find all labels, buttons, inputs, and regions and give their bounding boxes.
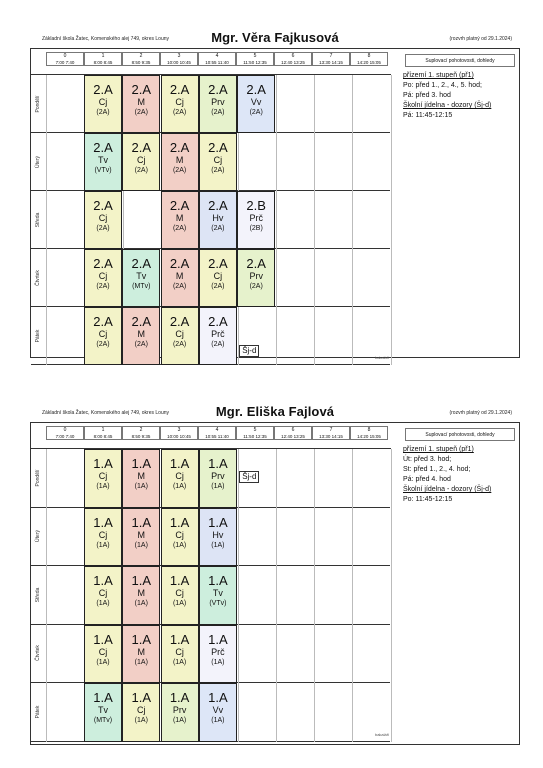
timetable-grid — [30, 48, 520, 358]
period-time: 13:30 14:15 — [319, 433, 343, 439]
lesson-class: 1.A — [131, 514, 152, 530]
period-header-3 — [160, 52, 198, 66]
lesson-subject: Cj — [213, 271, 223, 281]
lesson-card[interactable] — [199, 249, 237, 307]
day-label-4 — [31, 307, 45, 365]
period-time: 14:20 15:05 — [357, 59, 381, 65]
lesson-subject: Tv — [212, 588, 223, 598]
period-number: 4 — [215, 53, 219, 59]
validity-label: (rozvrh platný od 29.1.2024) — [449, 410, 512, 416]
lesson-card[interactable] — [161, 75, 199, 133]
day-label-2 — [31, 191, 45, 249]
lesson-group: (2A) — [211, 225, 225, 232]
lesson-subject: Cj — [175, 471, 184, 481]
period-time: 11:50 12:35 — [243, 433, 267, 439]
lesson-class: 2.A — [169, 314, 190, 329]
lesson-card[interactable] — [199, 307, 237, 365]
lesson-class: 2.A — [169, 198, 190, 213]
lesson-subject: Cj — [98, 97, 108, 107]
lesson-class: 1.A — [169, 631, 190, 647]
lesson-subject: M — [137, 588, 146, 598]
lesson-card[interactable] — [161, 449, 199, 508]
teacher-name: Mgr. Věra Fajkusová — [211, 30, 339, 45]
day-name: Úterý — [35, 155, 41, 168]
day-label-1 — [31, 508, 45, 567]
lesson-subject: Cj — [175, 329, 184, 339]
period-time: 7:00 7:40 — [55, 433, 75, 439]
period-time: 8:00 8:45 — [93, 59, 113, 65]
lesson-class: 2.A — [93, 140, 113, 155]
lesson-subject: Prv — [249, 271, 263, 281]
lesson-group: (2A) — [211, 167, 225, 174]
period-number: 3 — [177, 427, 181, 433]
period-header-row — [46, 52, 388, 68]
period-time: 8:00 8:45 — [93, 433, 113, 439]
lesson-class: 2.A — [208, 82, 228, 97]
period-header-1 — [84, 52, 122, 66]
period-number: 6 — [291, 427, 295, 433]
day-name: Pondělí — [35, 469, 41, 487]
column-divider — [238, 449, 239, 742]
lesson-card[interactable] — [84, 683, 122, 742]
lesson-subject: Cj — [175, 529, 184, 540]
lesson-group: (2A) — [134, 167, 148, 174]
lesson-group: (1A) — [134, 717, 148, 724]
period-time: 13:30 14:15 — [319, 59, 343, 65]
lesson-card[interactable] — [122, 307, 160, 365]
day-label-1 — [31, 133, 45, 191]
lesson-class: 1.A — [208, 631, 228, 647]
note-line: Út: před 3. hod; — [403, 456, 452, 463]
lesson-class: 1.A — [208, 690, 228, 705]
lesson-class: 2.A — [169, 82, 190, 97]
lesson-class: 1.A — [169, 456, 190, 471]
lesson-card[interactable] — [161, 133, 199, 191]
note-line: přízemí 1. stupeň (př1) — [403, 72, 474, 79]
column-divider — [391, 449, 392, 742]
lesson-card[interactable] — [122, 566, 160, 625]
period-header-4 — [198, 52, 236, 66]
lesson-card[interactable] — [122, 133, 160, 191]
day-label-0 — [31, 75, 45, 133]
lesson-group: (2A) — [172, 341, 187, 348]
day-label-4 — [31, 683, 45, 742]
lesson-group: (2A) — [211, 341, 225, 348]
lesson-subject: M — [137, 471, 146, 481]
lesson-card[interactable] — [122, 75, 160, 133]
lesson-class: 2.A — [169, 256, 190, 271]
lesson-card[interactable] — [84, 566, 122, 625]
lesson-class: 1.A — [93, 514, 113, 530]
lesson-card[interactable] — [84, 75, 122, 133]
period-header-6 — [274, 426, 312, 440]
lesson-card[interactable] — [237, 249, 275, 307]
lesson-class: 1.A — [93, 456, 113, 471]
period-number: 5 — [253, 427, 257, 433]
lesson-group: (1A) — [96, 658, 110, 666]
lesson-subject: Hv — [212, 213, 224, 223]
column-divider — [46, 449, 47, 742]
period-header-2 — [122, 52, 160, 66]
lesson-card[interactable] — [84, 449, 122, 508]
lesson-subject: M — [137, 329, 146, 339]
period-time: 10:00 10:45 — [167, 59, 191, 65]
lesson-class: 2.A — [131, 256, 152, 271]
period-number: 0 — [63, 427, 67, 433]
day-label-3 — [31, 625, 45, 684]
period-number: 0 — [63, 53, 67, 59]
teacher-name: Mgr. Eliška Fajlová — [215, 404, 335, 419]
lesson-group: (2A) — [172, 283, 187, 290]
day-name: Úterý — [35, 530, 41, 543]
period-time: 14:20 15:05 — [357, 433, 381, 439]
lesson-class: 1.A — [93, 631, 113, 647]
lesson-class: 2.A — [246, 82, 266, 97]
lesson-class: 2.A — [208, 256, 228, 271]
day-name: Čtvrtek — [35, 645, 41, 662]
period-header-3 — [160, 426, 198, 440]
lesson-card[interactable] — [161, 191, 199, 249]
day-name: Středa — [35, 587, 41, 603]
lesson-group: (MTv) — [132, 283, 151, 290]
lesson-card[interactable] — [199, 625, 237, 684]
day-label-2 — [31, 566, 45, 625]
period-header-5 — [236, 426, 274, 440]
lesson-subject: Tv — [136, 271, 147, 281]
lesson-card[interactable] — [84, 508, 122, 567]
lesson-subject: Cj — [98, 213, 108, 223]
note-line: Pá: před 3. hod — [403, 92, 451, 99]
period-number: 5 — [253, 53, 257, 59]
lesson-card[interactable] — [199, 566, 237, 625]
period-time: 10:00 10:45 — [167, 433, 191, 439]
lesson-subject: Prv — [211, 97, 225, 107]
column-divider — [352, 449, 353, 742]
duty-marker: Šj-d — [239, 345, 259, 357]
period-time: 8:50 9:35 — [131, 59, 151, 65]
day-label-0 — [31, 449, 45, 508]
lesson-card[interactable] — [199, 683, 237, 742]
lesson-subject: M — [137, 646, 146, 657]
column-divider — [352, 75, 353, 365]
supervision-header: Suplovací pohotovosti, dohledy — [405, 54, 515, 67]
lesson-card[interactable] — [199, 449, 237, 508]
period-time: 12:40 13:25 — [281, 59, 305, 65]
lesson-card[interactable] — [122, 508, 160, 567]
lesson-subject: Cj — [175, 646, 184, 657]
school-name: Základní škola Žatec, Komenského alej 749, okres Louny — [42, 410, 170, 416]
lesson-subject: Cj — [175, 97, 184, 107]
period-time: 10:55 11:40 — [205, 433, 229, 439]
lesson-group: (1A) — [172, 717, 187, 724]
lesson-subject: Cj — [98, 646, 108, 657]
lesson-card[interactable] — [199, 191, 237, 249]
lesson-group: (1A) — [172, 541, 187, 549]
timetable-sheet-1 — [30, 28, 520, 358]
lesson-card[interactable] — [161, 625, 199, 684]
lesson-subject: M — [137, 97, 146, 107]
day-label-3 — [31, 249, 45, 307]
day-name: Pátek — [35, 705, 41, 719]
validity-label: (rozvrh platný od 29.1.2024) — [449, 36, 512, 42]
lesson-class: 2.A — [246, 256, 266, 271]
lesson-class: 2.A — [131, 314, 152, 329]
lesson-subject: Prč — [211, 329, 225, 339]
period-number: 8 — [367, 53, 371, 59]
lesson-class: 1.A — [169, 573, 190, 588]
lesson-card[interactable] — [161, 566, 199, 625]
period-header-8 — [350, 52, 388, 66]
lesson-class: 2.A — [93, 314, 113, 329]
lesson-class: 1.A — [169, 690, 190, 705]
lesson-group: (2A) — [96, 225, 110, 232]
lesson-card[interactable] — [199, 75, 237, 133]
lesson-card[interactable] — [122, 625, 160, 684]
lesson-group: (1A) — [172, 600, 187, 607]
lesson-class: 2.A — [131, 140, 152, 155]
column-divider — [314, 449, 315, 742]
lesson-group: (1A) — [211, 717, 225, 724]
period-time: 10:55 11:40 — [205, 59, 229, 65]
column-divider — [314, 75, 315, 365]
lesson-group: (2A) — [96, 341, 110, 348]
period-time: 8:50 9:35 — [131, 433, 151, 439]
lesson-group: (VTv) — [94, 167, 112, 174]
lesson-group: (2A) — [134, 109, 148, 116]
lesson-class: 1.A — [208, 514, 228, 530]
lesson-class: 2.A — [93, 198, 113, 213]
lesson-group: (1A) — [96, 600, 110, 607]
period-number: 6 — [291, 53, 295, 59]
lesson-group: (2A) — [172, 109, 187, 116]
day-name: Čtvrtek — [35, 269, 41, 286]
lesson-class: 2.A — [208, 140, 228, 155]
period-header-0 — [46, 426, 84, 440]
period-number: 2 — [139, 53, 143, 59]
note-line: St: před 1., 2., 4. hod; — [403, 466, 471, 473]
day-name: Středa — [35, 212, 41, 227]
lesson-class: 1.A — [131, 690, 152, 705]
duty-marker: Šj-d — [239, 471, 259, 483]
lesson-group: (2A) — [134, 341, 148, 348]
period-header-7 — [312, 52, 350, 66]
column-divider — [46, 75, 47, 365]
lesson-subject: Vv — [250, 97, 262, 107]
lesson-group: (2A) — [172, 167, 187, 174]
lesson-group: (MTv) — [93, 717, 113, 724]
lesson-group: (1A) — [134, 600, 148, 607]
lesson-card[interactable] — [161, 508, 199, 567]
lesson-class: 1.A — [131, 573, 152, 588]
lesson-subject: Cj — [213, 155, 223, 165]
lesson-class: 1.A — [208, 456, 228, 471]
timetable-sheet-2 — [30, 402, 520, 747]
period-header-5 — [236, 52, 274, 66]
period-time: 12:40 13:25 — [281, 433, 305, 439]
lesson-class: 1.A — [169, 514, 190, 530]
lesson-group: (2A) — [211, 109, 225, 116]
lesson-card[interactable] — [122, 449, 160, 508]
period-number: 3 — [177, 53, 181, 59]
lesson-subject: Cj — [98, 329, 108, 339]
lesson-group: (2A) — [172, 225, 187, 232]
column-divider — [391, 75, 392, 365]
lesson-group: (1A) — [172, 658, 187, 666]
lesson-subject: Vv — [212, 705, 224, 715]
lesson-group: (1A) — [134, 541, 148, 549]
column-divider — [276, 449, 277, 742]
lesson-subject: Cj — [98, 271, 108, 281]
lesson-card[interactable] — [84, 191, 122, 249]
lesson-group: (2B) — [249, 225, 263, 232]
period-number: 4 — [215, 427, 219, 433]
lesson-subject: Tv — [98, 155, 108, 165]
lesson-class: 2.A — [169, 140, 190, 155]
lesson-card[interactable] — [237, 75, 275, 133]
period-time: 11:50 12:35 — [243, 59, 267, 65]
lesson-subject: M — [175, 271, 184, 281]
note-line: Pá: 11:45-12:15 — [403, 112, 453, 119]
lesson-class: 2.A — [208, 198, 228, 213]
lesson-group: (2A) — [249, 283, 263, 290]
supervision-notes — [403, 445, 515, 505]
period-header-row — [46, 426, 388, 442]
lesson-group: (1A) — [211, 658, 225, 666]
bakalari-logo: bakaláři — [374, 355, 389, 360]
period-number: 7 — [329, 53, 333, 59]
period-number: 7 — [329, 427, 333, 433]
lesson-card[interactable] — [161, 307, 199, 365]
period-number: 2 — [139, 427, 143, 433]
lesson-class: 1.A — [93, 573, 113, 588]
note-line: Školní jídelna - dozory (Šj-d) — [403, 102, 492, 109]
lesson-subject: Prv — [211, 471, 225, 481]
lesson-class: 2.B — [246, 198, 266, 213]
period-number: 1 — [101, 53, 105, 59]
lesson-card[interactable] — [161, 683, 199, 742]
lesson-group: (1A) — [96, 541, 110, 549]
lesson-card[interactable] — [84, 307, 122, 365]
lesson-class: 2.A — [208, 314, 228, 329]
lesson-subject: Cj — [98, 529, 108, 540]
period-header-4 — [198, 426, 236, 440]
lesson-subject: Tv — [98, 705, 108, 715]
lesson-card[interactable] — [84, 625, 122, 684]
period-header-2 — [122, 426, 160, 440]
note-line: Pá: před 4. hod — [403, 476, 451, 483]
lesson-group: (VTv) — [209, 600, 227, 607]
note-line: Školní jídelna - dozory (Šj-d) — [403, 486, 492, 493]
lesson-class: 1.A — [208, 573, 228, 588]
lesson-class: 1.A — [131, 631, 152, 647]
lesson-card[interactable] — [237, 191, 275, 249]
lesson-class: 1.A — [131, 456, 152, 471]
period-header-8 — [350, 426, 388, 440]
day-name: Pátek — [35, 329, 41, 342]
lesson-group: (1A) — [211, 541, 225, 549]
supervision-header: Suplovací pohotovosti, dohledy — [405, 428, 515, 441]
lesson-card[interactable] — [199, 508, 237, 567]
day-name: Pondělí — [35, 95, 41, 112]
lesson-card[interactable] — [122, 249, 160, 307]
period-header-0 — [46, 52, 84, 66]
lesson-card[interactable] — [84, 249, 122, 307]
lesson-card[interactable] — [199, 133, 237, 191]
supervision-notes — [403, 71, 515, 121]
lesson-group: (1A) — [134, 658, 148, 666]
lesson-subject: Cj — [175, 588, 184, 598]
lesson-group: (1A) — [172, 483, 187, 490]
lesson-group: (1A) — [211, 483, 225, 490]
lesson-subject: Cj — [98, 588, 108, 598]
lesson-subject: Cj — [98, 471, 108, 481]
lesson-group: (2A) — [211, 283, 225, 290]
lesson-subject: M — [175, 155, 184, 165]
lesson-class: 2.A — [93, 256, 113, 271]
lesson-subject: Cj — [137, 705, 146, 715]
lesson-subject: M — [137, 529, 146, 540]
period-number: 8 — [367, 427, 371, 433]
lesson-class: 2.A — [131, 82, 152, 97]
period-header-7 — [312, 426, 350, 440]
note-line: Po: 11:45-12:15 — [403, 496, 453, 503]
lesson-group: (2A) — [96, 109, 110, 116]
lesson-group: (1A) — [134, 483, 148, 490]
lesson-subject: Hv — [212, 529, 224, 540]
bakalari-logo: bakaláři — [374, 731, 389, 737]
lesson-class: 2.A — [93, 82, 113, 97]
lesson-subject: Prč — [211, 646, 225, 657]
column-divider — [276, 75, 277, 365]
lesson-subject: Prč — [249, 213, 263, 223]
timetable-grid — [30, 422, 520, 745]
lesson-card[interactable] — [84, 133, 122, 191]
lesson-group: (2A) — [249, 109, 263, 116]
school-name: Základní škola Žatec, Komenského alej 749, okres Louny — [42, 36, 170, 42]
period-number: 1 — [101, 427, 105, 433]
period-header-1 — [84, 426, 122, 440]
lesson-class: 1.A — [93, 690, 113, 705]
period-time: 7:00 7:40 — [55, 59, 75, 65]
lesson-subject: Cj — [137, 155, 146, 165]
lesson-group: (2A) — [96, 283, 110, 290]
note-line: přízemí 1. stupeň (př1) — [403, 446, 474, 453]
lesson-card[interactable] — [122, 683, 160, 742]
note-line: Po: před 1., 2., 4., 5. hod; — [403, 82, 482, 89]
lesson-subject: M — [175, 213, 184, 223]
lesson-subject: Prv — [172, 705, 187, 715]
period-header-6 — [274, 52, 312, 66]
lesson-card[interactable] — [161, 249, 199, 307]
lesson-group: (1A) — [96, 483, 110, 490]
